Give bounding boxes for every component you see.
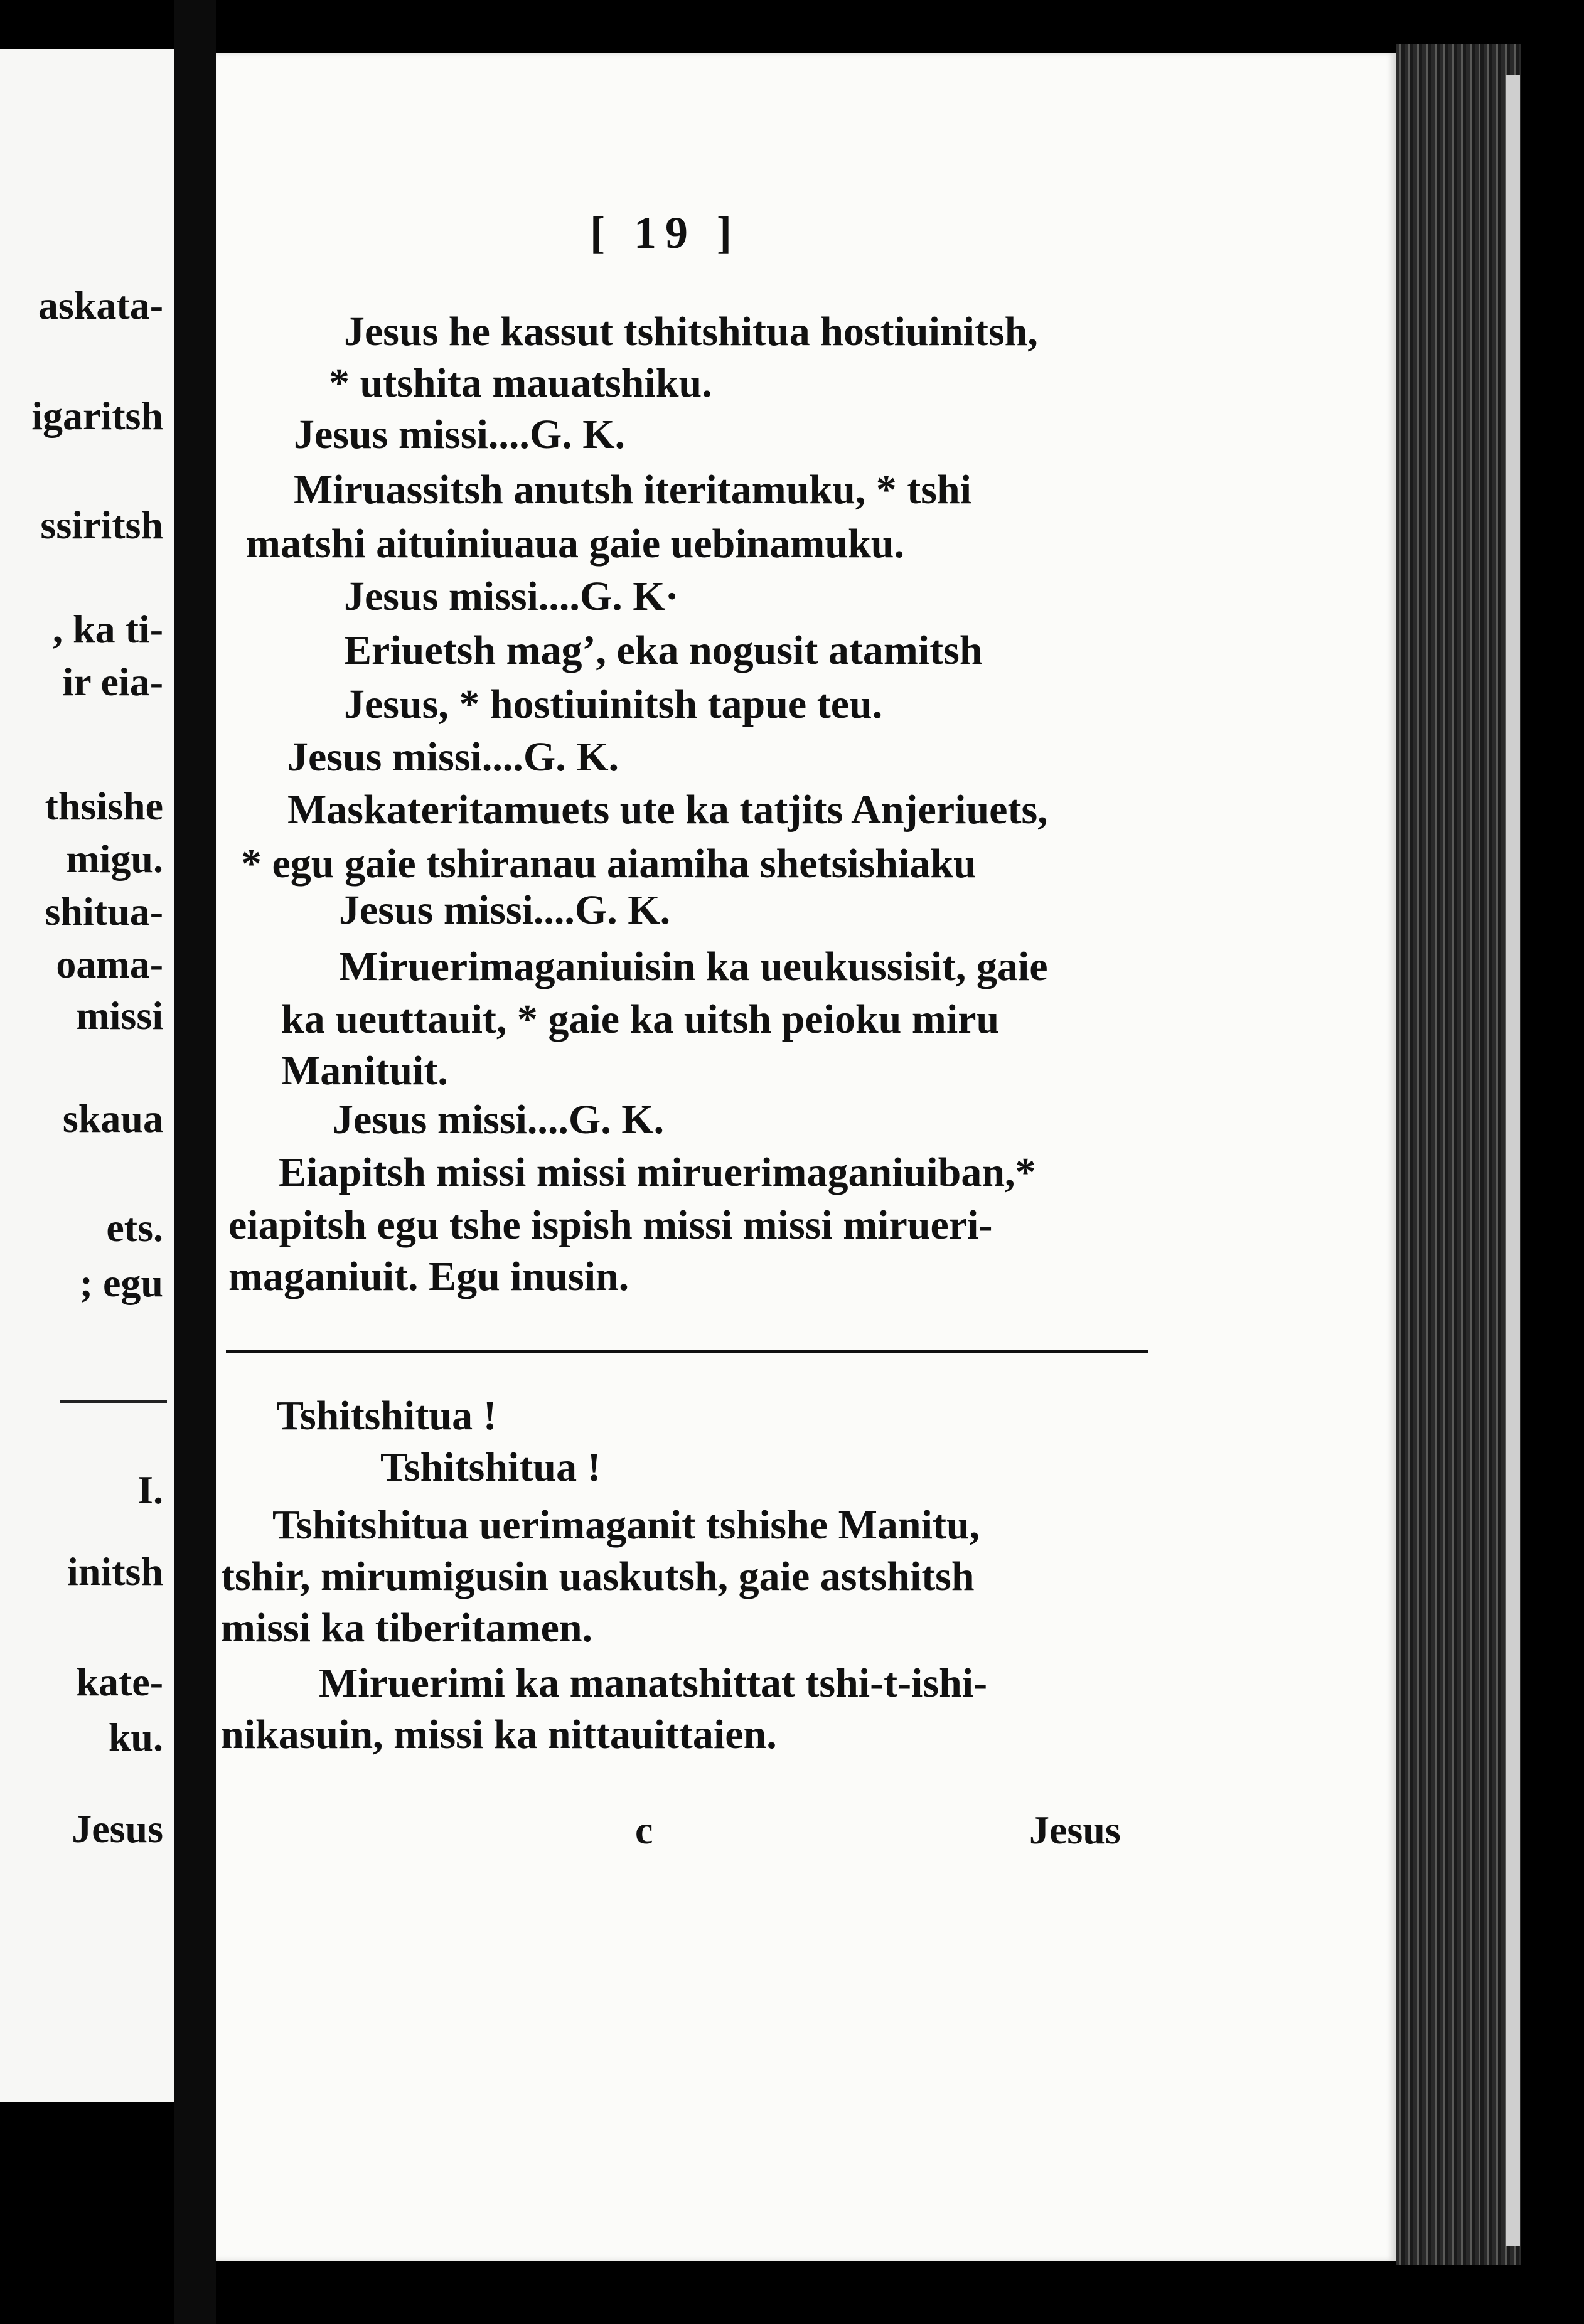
text-line: Jesus missi....G. K.: [294, 412, 626, 457]
text-line: Jesus, * hostiuinitsh tapue teu.: [344, 681, 883, 727]
facing-line: oama-: [56, 942, 163, 986]
facing-line: askata-: [38, 283, 163, 328]
text-line: matshi aituiniuaua gaie uebinamuku.: [246, 521, 904, 567]
text-line: Jesus missi....G. K.: [287, 734, 619, 780]
facing-line: ir eia-: [62, 659, 163, 704]
facing-line: igaritsh: [31, 393, 163, 438]
facing-line: migu.: [66, 836, 163, 881]
facing-page: [0, 49, 174, 2102]
text-line: Eiapitsh missi missi miruerimaganiuiban,*: [279, 1149, 1036, 1195]
text-line: Jesus missi....G. K.: [333, 1097, 665, 1143]
text-line: Tshitshitua uerimaganit tshishe Manitu,: [272, 1502, 980, 1548]
facing-line: initsh: [67, 1549, 163, 1594]
text-line: Jesus missi....G. K·: [344, 573, 679, 619]
catchword: Jesus: [1029, 1808, 1121, 1852]
text-line: Miruassitsh anutsh iteritamuku, * tshi: [294, 467, 972, 513]
facing-line: ssiritsh: [40, 503, 163, 547]
page-edges: [1396, 44, 1521, 2265]
facing-line: shitua-: [45, 889, 163, 934]
text-line: missi ka tiberitamen.: [221, 1605, 593, 1651]
text-line: * utshita mauatshiku.: [329, 360, 712, 406]
text-line: Eriuetsh mag’, eka nogusit atamitsh: [344, 627, 983, 673]
text-line: ka ueuttauit, * gaie ka uitsh peioku miru: [281, 996, 1000, 1042]
text-line: Jesus he kassut tshitshitua hostiuinitsh,: [344, 309, 1038, 354]
text-line: Jesus missi....G. K.: [339, 887, 671, 933]
text-line: tshir, mirumigusin uaskutsh, gaie astshitsh: [221, 1554, 975, 1599]
text-line: Manituit.: [281, 1048, 448, 1094]
facing-line: ku.: [108, 1715, 163, 1759]
facing-line: ets.: [106, 1205, 163, 1250]
text-line: maganiuit. Egu inusin.: [228, 1254, 629, 1299]
facing-line: I.: [137, 1468, 163, 1512]
text-line: Tshitshitua !: [380, 1444, 601, 1490]
facing-line: ; egu: [79, 1261, 163, 1305]
text-line: * egu gaie tshiranau aiamiha shetsishiaku: [241, 841, 977, 887]
facing-line: kate-: [76, 1660, 163, 1704]
facing-line: thsishe: [45, 784, 163, 828]
page-number-header: [ 19 ]: [590, 208, 741, 258]
facing-line: Jesus: [72, 1806, 163, 1851]
text-line: Miruerimaganiuisin ka ueukussisit, gaie: [339, 944, 1048, 989]
text-line: Miruerimi ka manatshittat tshi-t-ishi-: [319, 1660, 988, 1706]
text-line: eiapitsh egu tshe ispish missi missi mirueri-: [228, 1202, 993, 1248]
facing-line: , ka ti-: [53, 607, 163, 651]
facing-line: skaua: [62, 1096, 163, 1141]
facing-line: missi: [76, 993, 163, 1038]
facing-rule: [60, 1400, 167, 1403]
text-line: Tshitshitua !: [276, 1393, 497, 1439]
book-gutter: [174, 0, 216, 2324]
text-line: Maskateritamuets ute ka tatjits Anjeriuets,: [287, 787, 1048, 833]
signature-mark: c: [635, 1808, 653, 1852]
section-rule: [226, 1350, 1148, 1353]
page-edge-strip: [1506, 75, 1520, 2246]
text-line: nikasuin, missi ka nittauittaien.: [221, 1712, 777, 1757]
